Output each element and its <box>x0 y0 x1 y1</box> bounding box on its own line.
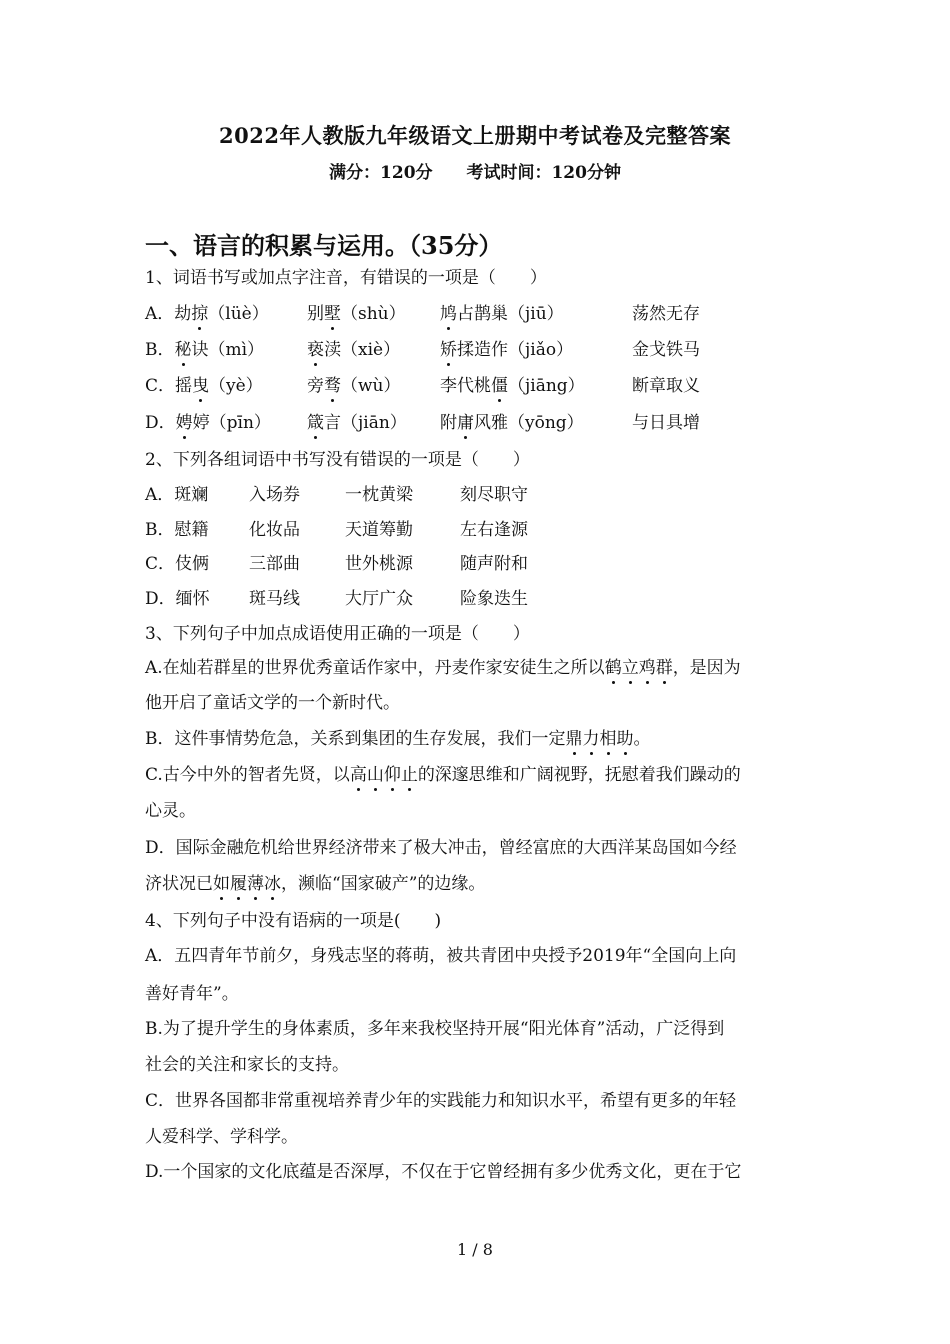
emphasized-char: 薄 <box>247 874 264 894</box>
emphasized-char: 履 <box>230 874 247 894</box>
q2-option-d-3: 大厅广众 <box>345 589 413 609</box>
q1-option-c-3: 李代桃僵（jiāng） <box>440 376 585 396</box>
emphasized-char: 力 <box>582 729 600 749</box>
q4-stem: 4、下列句子中没有语病的一项是( ) <box>145 911 442 931</box>
section-heading: 一、语言的积累与运用。（35分） <box>145 231 503 260</box>
q3-option-a-cont: 他开启了童话文学的一个新时代。 <box>145 693 400 713</box>
exam-time: 考试时间：120分钟 <box>466 163 621 183</box>
q1-option-b-4: 金戈铁马 <box>632 340 700 360</box>
emphasized-char: 秘 <box>174 340 192 360</box>
emphasized-char: 曳 <box>192 376 210 396</box>
q2-option-c-4: 随声附和 <box>460 554 528 574</box>
page-title: 2022年人教版九年级语文上册期中考试卷及完整答案 <box>219 123 731 148</box>
q2-option-b-4: 左右逢源 <box>460 520 528 540</box>
q1-option-a-4: 荡然无存 <box>632 304 700 324</box>
full-score: 满分：120分 <box>329 163 433 183</box>
q1-option-d-3: 附庸风雅（yōng） <box>440 413 584 433</box>
q2-option-b-3: 天道筹勤 <box>345 520 413 540</box>
q1-option-c-2: 旁骛（wù） <box>307 376 401 396</box>
emphasized-char: 高 <box>349 765 367 785</box>
q3-option-d-cont: 济状况已如履薄冰，濒临“国家破产”的边缘。 <box>145 874 486 894</box>
q4-option-b-cont: 社会的关注和家长的支持。 <box>145 1055 349 1075</box>
q1-option-b-2: 亵渎（xiè） <box>307 340 401 360</box>
emphasized-char: 娉 <box>175 413 193 433</box>
q1-stem: 1、词语书写或加点字注音，有错误的一项是（ ） <box>145 268 547 288</box>
q1-option-a-3: 鸠占鹊巢（jiū） <box>440 304 564 324</box>
emphasized-char: 矫 <box>440 340 457 360</box>
emphasized-idiom <box>566 729 634 749</box>
q1-option-a-2: 别墅（shù） <box>307 304 406 324</box>
emphasized-idiom <box>605 658 673 678</box>
q3-option-a: A.在灿若群星的世界优秀童话作家中，丹麦作家安徒生之所以鹤立鸡群，是因为 <box>145 658 741 678</box>
q2-option-c-1: C．伎俩 <box>145 554 210 574</box>
q4-option-d: D.一个国家的文化底蕴是否深厚，不仅在于它曾经拥有多少优秀文化，更在于它 <box>145 1162 742 1182</box>
emphasized-char: 骛 <box>324 376 341 396</box>
emphasized-char: 庸 <box>457 413 474 433</box>
q1-option-a-1: A．劫掠（lüè） <box>145 304 269 324</box>
q3-option-d: D．国际金融危机给世界经济带来了极大冲击，曾经富庶的大西洋某岛国如今经 <box>145 838 737 858</box>
emphasized-char: 相 <box>599 729 617 749</box>
q3-option-c: C.古今中外的智者先贤，以高山仰止的深邃思维和广阔视野，抚慰着我们躁动的 <box>145 765 741 785</box>
q2-option-a-4: 刻尽职守 <box>460 485 528 505</box>
q4-option-c: C．世界各国都非常重视培养青少年的实践能力和知识水平，希望有更多的年轻 <box>145 1091 737 1111</box>
emphasized-char: 山 <box>366 765 384 785</box>
q2-option-b-2: 化妆品 <box>249 520 300 540</box>
emphasized-idiom <box>213 874 281 894</box>
q2-option-a-2: 入场券 <box>249 485 300 505</box>
page-number: 1 / 8 <box>457 1240 493 1259</box>
emphasized-char: 僵 <box>491 376 508 396</box>
q2-option-c-2: 三部曲 <box>249 554 300 574</box>
emphasized-char: 助 <box>616 729 634 749</box>
emphasized-char: 群 <box>655 658 673 678</box>
q4-option-a-cont: 善好青年”。 <box>145 984 239 1004</box>
q2-option-b-1: B．慰籍 <box>145 520 209 540</box>
q4-option-c-cont: 人爱科学、学科学。 <box>145 1127 298 1147</box>
emphasized-char: 箴 <box>307 413 324 433</box>
q1-option-d-2: 箴言（jiān） <box>307 413 407 433</box>
emphasized-char: 亵 <box>307 340 324 360</box>
q3-stem: 3、下列句子中加点成语使用正确的一项是（ ） <box>145 624 530 644</box>
q2-option-d-1: D．缅怀 <box>145 589 210 609</box>
emphasized-idiom <box>350 765 418 785</box>
q3-option-b: B．这件事情势危急，关系到集团的生存发展，我们一定鼎力相助。 <box>145 729 651 749</box>
emphasized-char: 冰 <box>264 874 281 894</box>
q3-option-c-cont: 心灵。 <box>145 801 196 821</box>
q1-option-b-1: B．秘诀（mì） <box>145 340 265 360</box>
q1-option-d-1: D．娉婷（pīn） <box>145 413 271 433</box>
q2-option-c-3: 世外桃源 <box>345 554 413 574</box>
q2-option-d-2: 斑马线 <box>249 589 300 609</box>
q2-option-a-1: A．斑斓 <box>145 485 209 505</box>
q4-option-a: A．五四青年节前夕，身残志坚的蒋萌，被共青团中央授予2019年“全国向上向 <box>145 946 737 966</box>
emphasized-char: 仰 <box>383 765 401 785</box>
emphasized-char: 鸠 <box>440 304 457 324</box>
emphasized-char: 鸡 <box>638 658 656 678</box>
q1-option-c-4: 断章取义 <box>632 376 700 396</box>
q4-option-b: B.为了提升学生的身体素质，多年来我校坚持开展“阳光体育”活动，广泛得到 <box>145 1019 725 1039</box>
emphasized-char: 止 <box>400 765 418 785</box>
emphasized-char: 立 <box>621 658 639 678</box>
q1-option-d-4: 与日具增 <box>632 413 700 433</box>
emphasized-char: 鹤 <box>604 658 622 678</box>
q2-stem: 2、下列各组词语中书写没有错误的一项是（ ） <box>145 450 530 470</box>
emphasized-char: 墅 <box>324 304 341 324</box>
exam-info <box>0 158 950 183</box>
q2-option-d-4: 险象迭生 <box>460 589 528 609</box>
q2-option-a-3: 一枕黄梁 <box>345 485 413 505</box>
emphasized-char: 掠 <box>191 304 209 324</box>
emphasized-char: 鼎 <box>565 729 583 749</box>
emphasized-char: 如 <box>213 874 230 894</box>
q1-option-b-3: 矫揉造作（jiǎo） <box>440 340 574 360</box>
q1-option-c-1: C．摇曳（yè） <box>145 376 263 396</box>
